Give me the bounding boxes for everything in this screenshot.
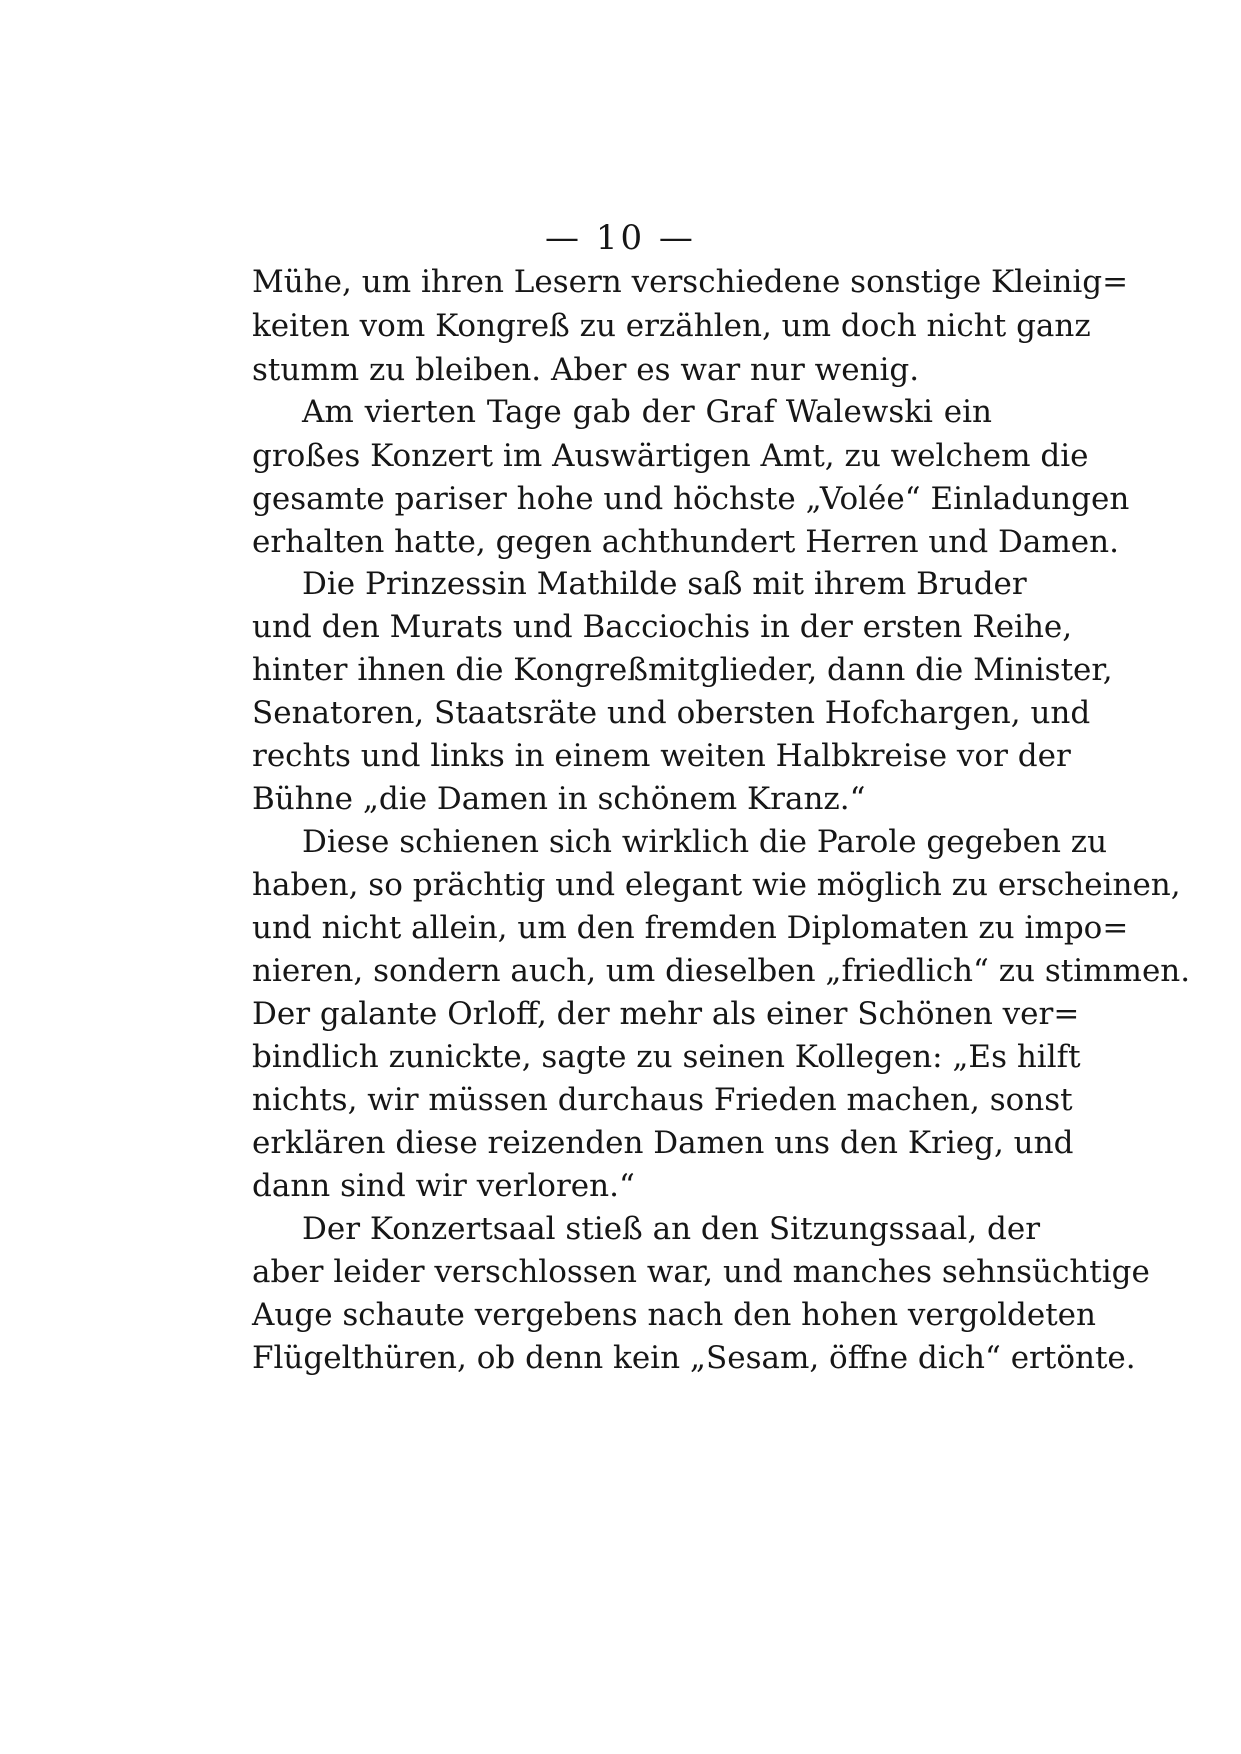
text-line: Auge schaute vergebens nach den hohen vergoldeten — [252, 1297, 1096, 1333]
page-number: — 10 — — [545, 218, 696, 258]
text-line: bindlich zunickte, sagte zu seinen Kollegen: „Es hilft — [252, 1039, 1081, 1075]
text-line: und den Murats und Bacciochis in der ersten Reihe, — [252, 609, 1073, 645]
text-line: nieren, sondern auch, um dieselben „friedlich“ zu stimmen. — [252, 953, 1191, 989]
text-line: dann sind wir verloren.“ — [252, 1168, 635, 1204]
paragraph-first-line: Die Prinzessin Mathilde saß mit ihrem Bruder — [302, 566, 1027, 602]
text-line: keiten vom Kongreß zu erzählen, um doch nicht ganz — [252, 308, 1091, 344]
text-line: rechts und links in einem weiten Halbkreise vor der — [252, 738, 1071, 774]
text-line: Senatoren, Staatsräte und obersten Hofchargen, und — [252, 695, 1091, 731]
text-line: gesamte pariser hohe und höchste „Volée“ Einladungen — [252, 481, 1130, 517]
text-line: und nicht allein, um den fremden Diplomaten zu impo= — [252, 910, 1129, 946]
paragraph-first-line: Diese schienen sich wirklich die Parole gegeben zu — [302, 824, 1108, 860]
text-line: Der galante Orloff, der mehr als einer Schönen ver= — [252, 996, 1080, 1032]
text-line: hinter ihnen die Kongreßmitglieder, dann die Minister, — [252, 652, 1113, 688]
text-line: erklären diese reizenden Damen uns den Krieg, und — [252, 1125, 1074, 1161]
text-line: Mühe, um ihren Lesern verschiedene sonstige Kleinig= — [252, 264, 1129, 300]
text-line: stumm zu bleiben. Aber es war nur wenig. — [252, 352, 920, 388]
text-line: Bühne „die Damen in schönem Kranz.“ — [252, 781, 866, 817]
paragraph-first-line: Der Konzertsaal stieß an den Sitzungssaal, der — [302, 1211, 1041, 1247]
text-line: großes Konzert im Auswärtigen Amt, zu welchem die — [252, 438, 1089, 474]
text-line: erhalten hatte, gegen achthundert Herren und Damen. — [252, 524, 1119, 560]
paragraph-first-line: Am vierten Tage gab der Graf Walewski ein — [302, 394, 992, 430]
text-line: haben, so prächtig und elegant wie möglich zu erscheinen, — [252, 867, 1181, 903]
text-line: Flügelthüren, ob denn kein „Sesam, öffne dich“ ertönte. — [252, 1340, 1136, 1376]
text-line: nichts, wir müssen durchaus Frieden machen, sonst — [252, 1082, 1073, 1118]
text-line: aber leider verschlossen war, und manches sehnsüchtige — [252, 1254, 1150, 1290]
